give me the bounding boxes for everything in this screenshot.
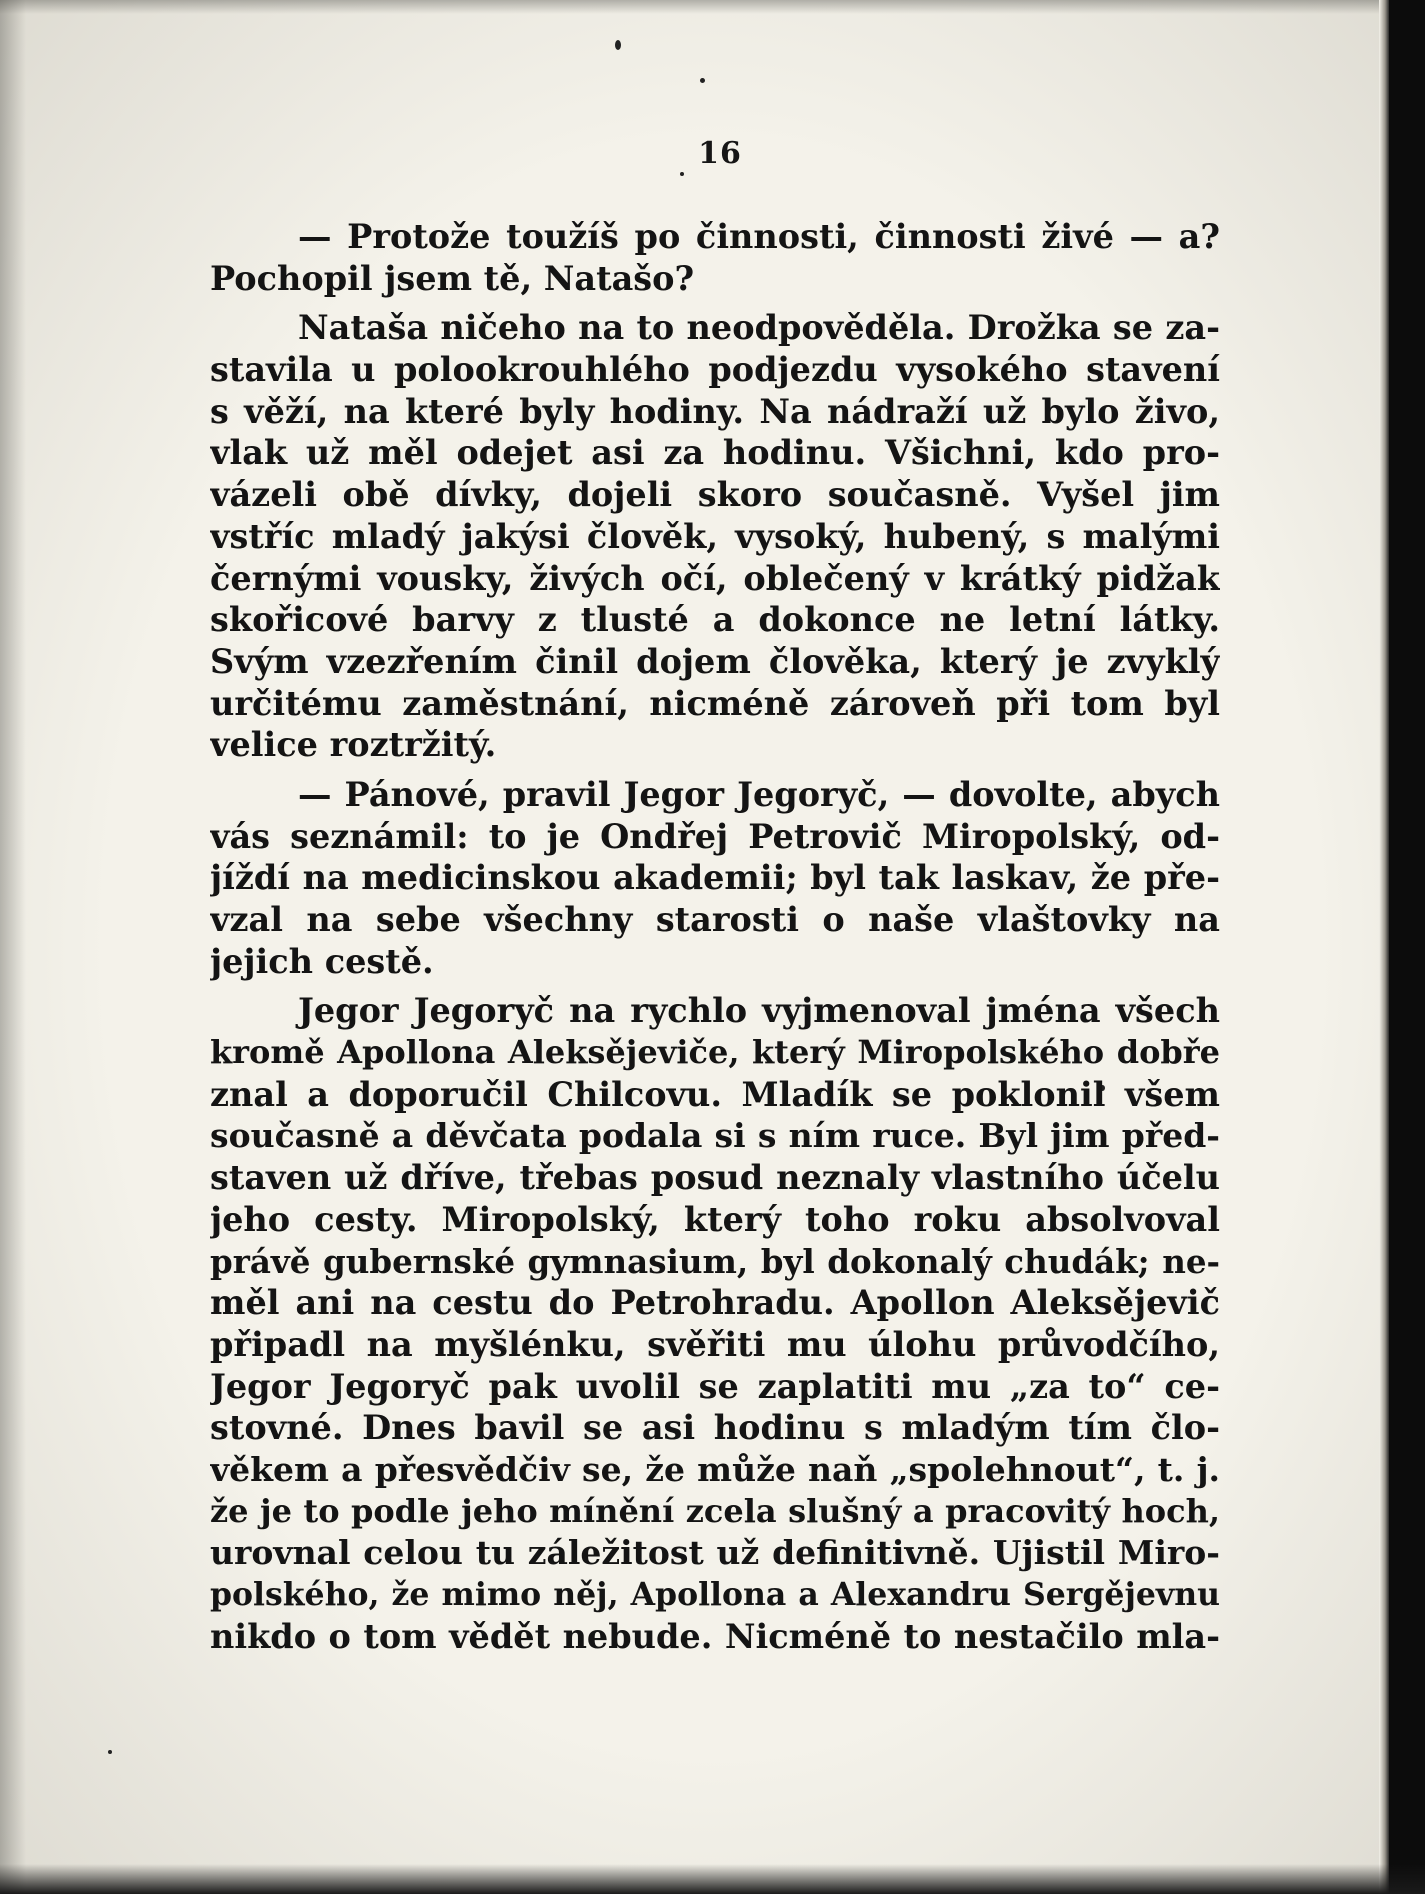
text-line: měl ani na cestu do Petrohradu. Apollon Aleksějevič [210, 1283, 1220, 1323]
text-line: jeho cesty. Miropolský, který toho roku absolvoval [210, 1199, 1220, 1239]
page-number: 16 [698, 136, 742, 171]
print-speck [680, 172, 684, 176]
text-line: vázeli obě dívky, dojeli skoro současně. Vyšel jim [210, 475, 1220, 515]
text-line: připadl na myšlénku, svěřiti mu úlohu průvodčího, [210, 1324, 1220, 1364]
text-line: s věží, na které byly hodiny. Na nádraží už bylo živo, [210, 391, 1220, 431]
scan-shadow-left [0, 0, 26, 1894]
print-speck [615, 40, 621, 50]
text-line: stovné. Dnes bavil se asi hodinu s mladým tím člo- [210, 1408, 1220, 1448]
text-line: vlak už měl odejet asi za hodinu. Všichni, kdo pro- [210, 433, 1220, 473]
text-line: jejich cestě. [210, 941, 434, 981]
text-line: nikdo o tom vědět nebude. Nicméně to nestačilo mla- [210, 1616, 1220, 1656]
text-line: skořicové barvy z tlusté a dokonce ne letní látky. [210, 600, 1220, 640]
text-line: Nataša ničeho na to neodpověděla. Drožka se za- [298, 308, 1220, 348]
text-line: vás seznámil: to je Ondřej Petrovič Miropolský, od- [210, 816, 1220, 856]
body-text [210, 216, 1220, 1657]
page-gutter-fade [1379, 0, 1389, 1894]
text-line: právě gubernské gymnasium, byl dokonalý chudák; ne- [210, 1241, 1220, 1281]
text-line: věkem a přesvědčiv se, že může naň „spolehnout“, t. j. [210, 1449, 1220, 1489]
print-speck [108, 1750, 112, 1754]
text-line: — Pánové, pravil Jegor Jegoryč, — dovolte, abych [298, 774, 1220, 814]
text-line: staven už dříve, třebas posud neznaly vlastního účelu [210, 1158, 1220, 1198]
text-line: urovnal celou tu záležitost už definitivně. Ujistil Miro- [210, 1533, 1220, 1573]
text-line: velice roztržitý. [210, 725, 497, 765]
text-line: určitému zaměstnání, nicméně zároveň při tom byl [210, 683, 1220, 723]
text-line: stavila u polookrouhlého podjezdu vysokého stavení [210, 350, 1220, 390]
text-line: — Protože toužíš po činnosti, činnosti živé — a? [298, 217, 1220, 256]
text-line: černými vousky, živých očí, oblečený v krátký pidžak [210, 558, 1220, 598]
text-line: kromě Apollona Aleksějeviče, který Miropolského dobře [210, 1033, 1220, 1072]
text-line: znal a doporučil Chilcovu. Mladík se poklonil všem [210, 1074, 1220, 1114]
scan-border-right [1389, 0, 1425, 1894]
text-line: vstříc mladý jakýsi člověk, vysoký, hubený, s malými [210, 516, 1220, 556]
text-line: současně a děvčata podala si s ním ruce. Byl jim před- [210, 1116, 1220, 1156]
text-line: že je to podle jeho mínění zcela slušný a pracovitý hoch, [210, 1491, 1220, 1530]
text-line: jíždí na medicinskou akademii; byl tak laskav, že pře- [210, 858, 1220, 898]
scan-shadow-bottom [0, 1864, 1425, 1894]
text-line: Jegor Jegoryč pak uvolil se zaplatiti mu „za to“ ce- [210, 1366, 1220, 1406]
text-line: Jegor Jegoryč na rychlo vyjmenoval jména všech [298, 991, 1220, 1031]
scan-shadow-top [0, 0, 1425, 14]
print-speck [700, 78, 705, 83]
text-line: polského, že mimo něj, Apollona a Alexandru Sergějevnu [210, 1576, 1220, 1613]
text-line: Pochopil jsem tě, Natašo? [210, 258, 695, 298]
text-line: Svým vzezřením činil dojem člověka, který je zvyklý [210, 641, 1220, 681]
text-line: vzal na sebe všechny starosti o naše vlaštovky na [210, 900, 1220, 939]
